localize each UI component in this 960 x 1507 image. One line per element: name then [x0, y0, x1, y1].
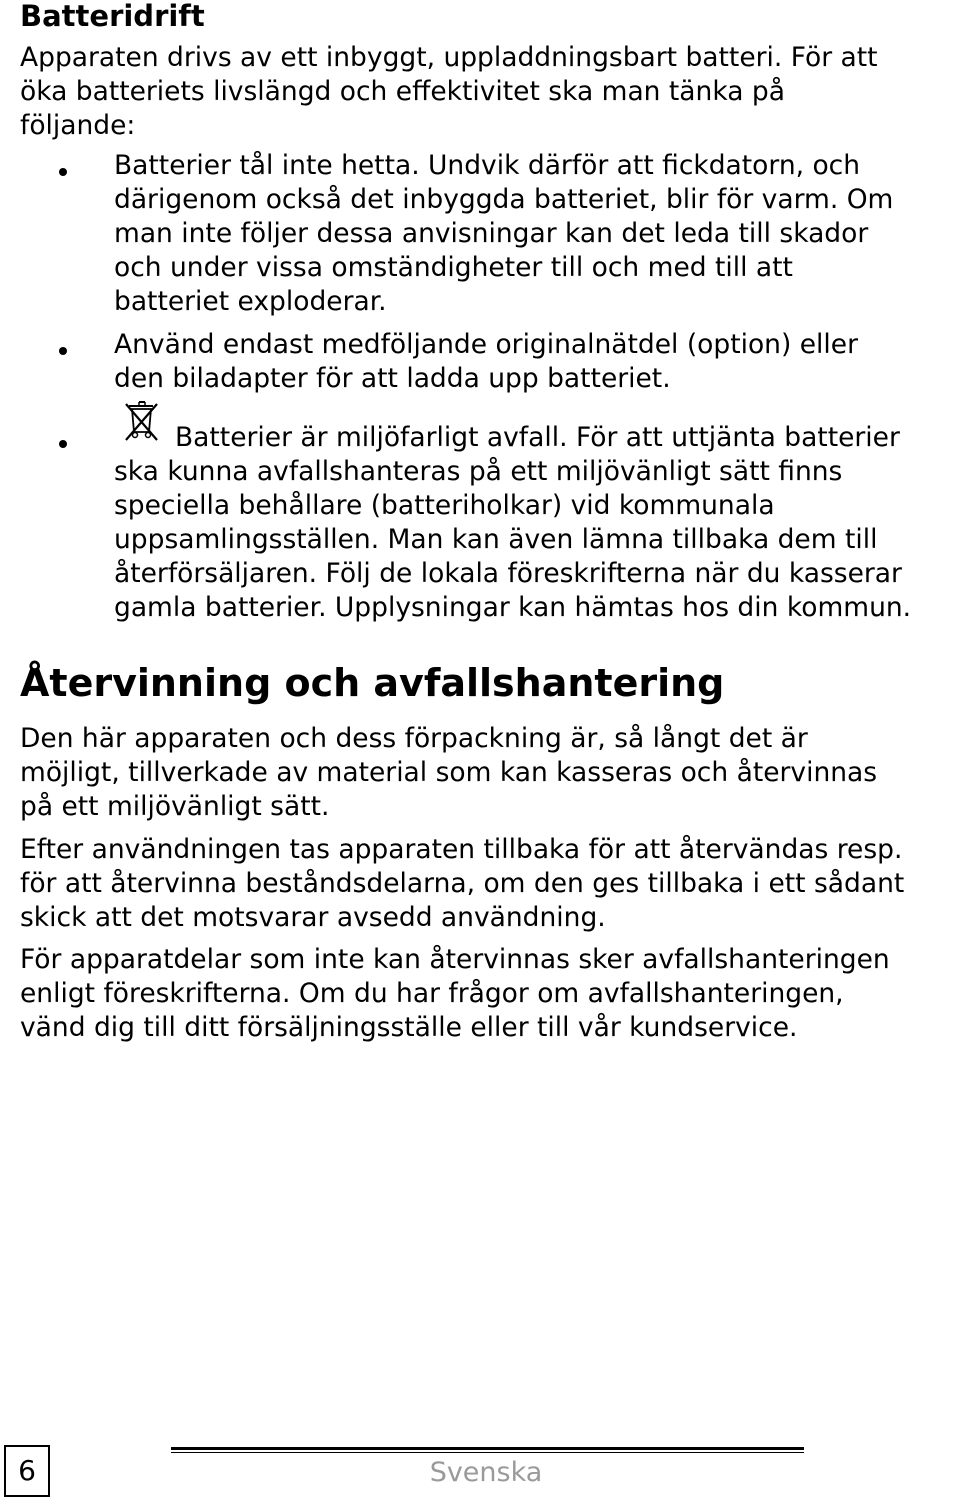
footer-divider [171, 1452, 804, 1453]
list-item-line: batteriet exploderar. [114, 286, 387, 317]
list-item-line: ska kunna avfallshanteras på ett miljövänligt sätt finns [114, 456, 843, 487]
paragraph-line: vänd dig till ditt försäljningsställe eller till vår kundservice. [20, 1012, 798, 1043]
paragraph-line: för att återvinna beståndsdelarna, om den ges tillbaka i ett sådant [20, 868, 905, 899]
recycling-paragraph [20, 833, 955, 935]
list-item-line: Batterier är miljöfarligt avfall. För att uttjänta batterier [175, 422, 900, 453]
bullet-dot-icon [59, 440, 67, 448]
list-item-text [114, 149, 960, 319]
footer-divider [171, 1447, 804, 1450]
list-item-line: därigenom också det inbyggda batteriet, blir för varm. Om [114, 184, 894, 215]
list-item-line: Batterier tål inte hetta. Undvik därför att fickdatorn, och [114, 150, 861, 181]
list-item-line: och under vissa omständigheter till och med till att [114, 252, 793, 283]
list-item-line: den biladapter för att ladda upp batteriet. [114, 363, 671, 394]
list-item-text [114, 421, 960, 625]
crossed-out-wheelie-bin-icon [122, 400, 162, 444]
list-item-line: speciella behållare (batteriholkar) vid kommunala [114, 490, 775, 521]
list-item-text [114, 328, 960, 396]
intro-line: öka batteriets livslängd och effektivitet ska man tänka på [20, 76, 785, 107]
intro-paragraph [20, 41, 955, 143]
recycling-paragraph [20, 943, 955, 1045]
section-heading-recycling: Återvinning och avfallshantering [20, 661, 725, 705]
page-number: 6 [4, 1445, 50, 1497]
list-item-line: gamla batterier. Upplysningar kan hämtas hos din kommun. [114, 592, 912, 623]
intro-line: följande: [20, 110, 136, 141]
intro-line: Apparaten drivs av ett inbyggt, uppladdningsbart batteri. För att [20, 42, 878, 73]
list-item-line: man inte följer dessa anvisningar kan det leda till skador [114, 218, 869, 249]
paragraph-line: För apparatdelar som inte kan återvinnas sker avfallshanteringen [20, 944, 890, 975]
section-heading-batteridrift: Batteridrift [20, 0, 205, 33]
bullet-dot-icon [59, 347, 67, 355]
paragraph-line: möjligt, tillverkade av material som kan kasseras och återvinnas [20, 757, 878, 788]
list-item-line: återförsäljaren. Följ de lokala föreskrifterna när du kasserar [114, 558, 902, 589]
paragraph-line: skick att det motsvarar avsedd användning. [20, 902, 606, 933]
paragraph-line: Den här apparaten och dess förpackning är, så långt det är [20, 723, 808, 754]
paragraph-line: enligt föreskrifterna. Om du har frågor om avfallshanteringen, [20, 978, 844, 1009]
bullet-dot-icon [59, 168, 67, 176]
list-item-line: uppsamlingsställen. Man kan även lämna tillbaka dem till [114, 524, 878, 555]
paragraph-line: Efter användningen tas apparaten tillbaka för att återvändas resp. [20, 834, 903, 865]
footer-language-label: Svenska [429, 1457, 543, 1488]
recycling-paragraph [20, 722, 955, 824]
list-item-line: Använd endast medföljande originalnätdel (option) eller [114, 329, 858, 360]
paragraph-line: på ett miljövänligt sätt. [20, 791, 330, 822]
